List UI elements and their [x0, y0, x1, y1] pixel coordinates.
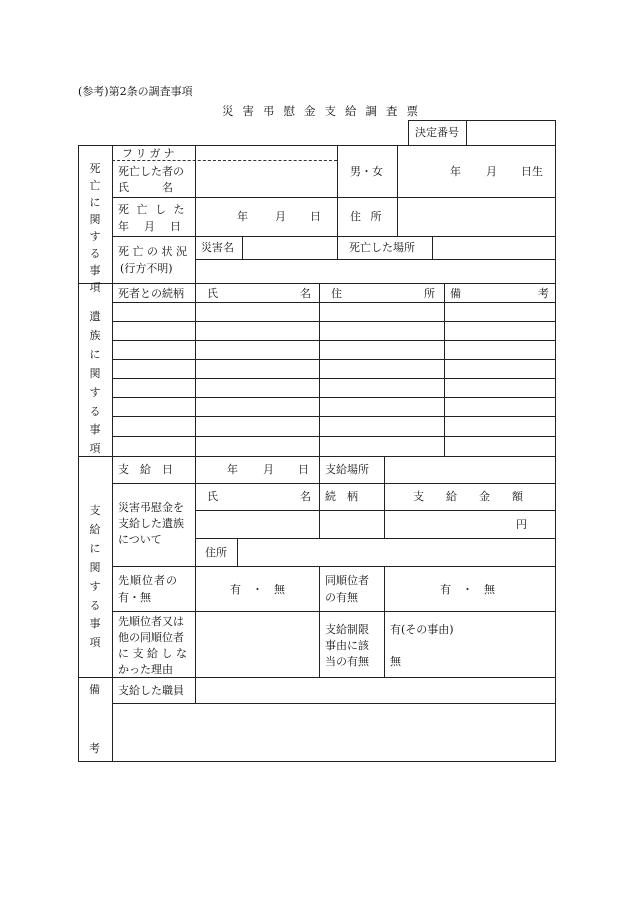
death-year-label: 年 [237, 210, 248, 223]
death-situation-label-2: (行方不明) [120, 262, 173, 275]
family-name-header-b: 名 [300, 287, 311, 300]
disaster-name-field[interactable] [243, 237, 336, 259]
recipient-label-2: 支給した遺族 [118, 517, 184, 530]
section-payment-label: 支 給 に 関 す る 事 項 [89, 504, 101, 650]
prior-heir-selector[interactable]: 有 ・ 無 [230, 583, 285, 596]
recipient-name-field[interactable] [196, 511, 318, 538]
staff-label: 支給した職員 [118, 684, 184, 697]
recipient-relation-field[interactable] [320, 511, 383, 538]
remarks-label-top: 備 [89, 683, 100, 696]
family-note-header-a: 備 [450, 287, 461, 300]
same-heir-selector[interactable]: 有 ・ 無 [440, 583, 495, 596]
death-date-label-2: 年 月 日 [118, 220, 183, 233]
section-family-label: 遺 族 に 関 す る 事 項 [89, 310, 101, 456]
payment-place-field[interactable] [385, 457, 555, 483]
birth-month-label: 月 [486, 165, 497, 178]
recipient-name-label-a: 氏 [207, 490, 218, 503]
recipient-label-1: 災害弔慰金を [118, 501, 184, 514]
deceased-address-field[interactable] [398, 198, 555, 236]
family-note-header-b: 考 [538, 287, 549, 300]
death-situation-field[interactable] [196, 260, 555, 283]
payment-month-label: 月 [263, 463, 274, 476]
payment-place-label: 支給場所 [325, 463, 369, 476]
death-place-field[interactable] [433, 237, 555, 259]
family-name-header-a: 氏 [207, 287, 218, 300]
no-payment-reason-field[interactable] [196, 612, 318, 677]
family-address-header-b: 所 [424, 287, 435, 300]
same-heir-label-2: の有無 [325, 591, 358, 604]
family-address-header-a: 住 [331, 287, 342, 300]
restriction-label-3: 当の有無 [325, 655, 369, 668]
deceased-name-label-2: 氏 名 [118, 181, 173, 194]
remarks-label-bottom: 考 [89, 742, 100, 755]
birth-day-label: 日生 [521, 165, 543, 178]
furigana-label: フリガナ [122, 147, 178, 160]
family-relation-header: 死者との続柄 [118, 287, 184, 300]
recipient-relation-label: 続 柄 [325, 490, 358, 503]
recipient-address-field[interactable] [238, 539, 555, 566]
no-payment-reason-label-4: かった理由 [118, 663, 173, 676]
no-payment-reason-label-1: 先順位者又は [118, 615, 184, 628]
no-payment-reason-label-3: に 支 給 し な [118, 647, 187, 660]
payment-day-label: 日 [298, 463, 309, 476]
death-day-label: 日 [310, 210, 321, 223]
payment-amount-field[interactable] [385, 511, 515, 538]
furigana-field[interactable] [196, 146, 336, 160]
no-payment-reason-label-2: 他の同順位者 [118, 631, 184, 644]
decision-number-label: 決定番号 [415, 126, 459, 139]
death-situation-label-1: 死 亡 の 状 況 [118, 245, 187, 258]
disaster-name-label: 災害名 [201, 241, 234, 254]
deceased-name-field[interactable] [196, 161, 336, 196]
prior-heir-label-2: 有・無 [118, 591, 151, 604]
death-place-label: 死亡した場所 [349, 241, 415, 254]
amount-unit-label: 円 [516, 518, 527, 531]
deceased-name-label-1: 死亡した者の [118, 165, 184, 178]
remarks-field[interactable] [113, 704, 555, 761]
payment-amount-label: 支 給 金 額 [413, 490, 523, 503]
restriction-yes-option[interactable]: 有(その事由) [390, 623, 454, 636]
restriction-no-option[interactable]: 無 [390, 655, 401, 668]
same-heir-label-1: 同順位者 [325, 574, 369, 587]
payment-date-label: 支 給 日 [118, 463, 173, 476]
reference-note: (参考)第2条の調査事項 [78, 85, 193, 98]
deceased-address-label: 住 所 [350, 210, 385, 223]
death-month-label: 月 [275, 210, 286, 223]
prior-heir-label-1: 先順位者の [118, 574, 178, 587]
death-date-label-1: 死 亡 し た [118, 203, 187, 216]
restriction-label-2: 事由に該 [325, 639, 369, 652]
recipient-label-3: について [118, 533, 162, 546]
sex-selector[interactable]: 男・女 [350, 165, 383, 178]
restriction-label-1: 支給制限 [325, 623, 369, 636]
family-table-body[interactable] [113, 303, 555, 455]
form-title: 災害弔慰金支給調査票 [222, 104, 427, 118]
payment-year-label: 年 [227, 463, 238, 476]
decision-number-field[interactable] [467, 121, 555, 145]
recipient-name-label-b: 名 [300, 490, 311, 503]
birth-year-label: 年 [450, 165, 461, 178]
section-death-label: 死 亡 に 関 す る 事 項 [89, 162, 101, 295]
recipient-address-label: 住所 [205, 546, 227, 559]
staff-field[interactable] [196, 678, 555, 703]
